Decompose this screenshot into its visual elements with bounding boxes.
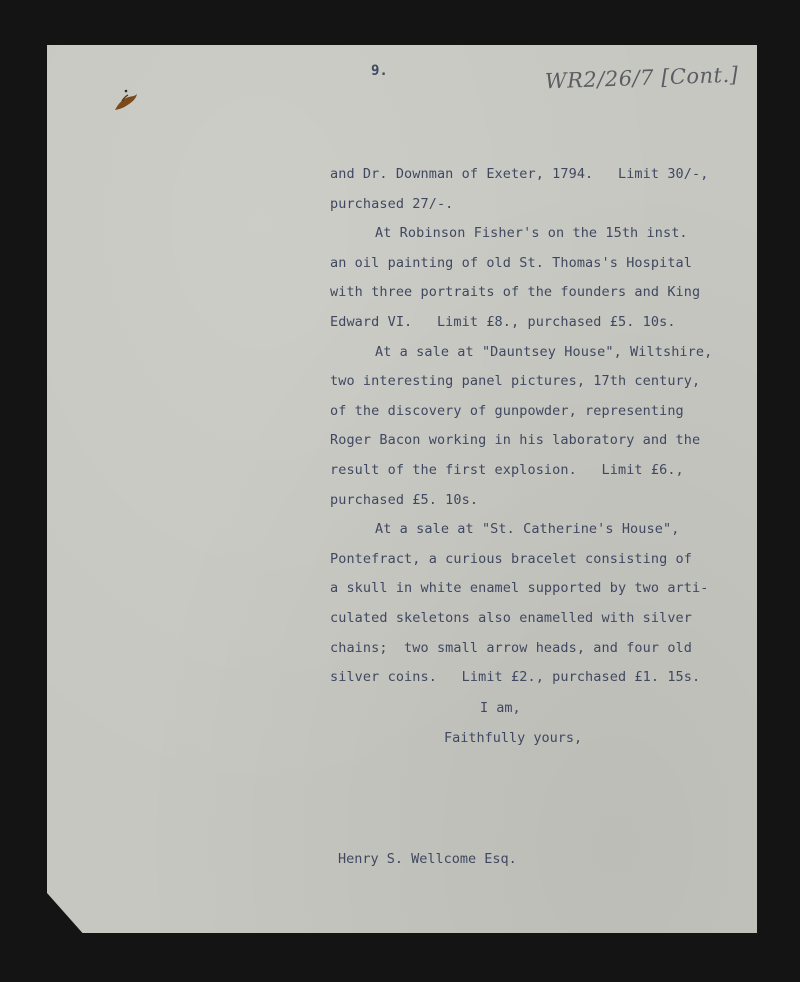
closing-faithfully-yours: Faithfully yours, — [444, 730, 583, 746]
letter-line: purchased £5. 10s. — [330, 491, 479, 508]
letter-line: chains; two small arrow heads, and four old — [330, 639, 693, 656]
paper-stain-mark — [112, 88, 142, 116]
addressee: Henry S. Wellcome Esq. — [338, 851, 517, 867]
letter-line: result of the first explosion. Limit £6., — [330, 461, 684, 478]
letter-line: an oil painting of old St. Thomas's Hospital — [330, 254, 693, 271]
letter-line: a skull in white enamel supported by two arti- — [330, 580, 709, 597]
letter-line: At Robinson Fisher's on the 15th inst. — [375, 225, 688, 242]
letter-body — [330, 160, 760, 693]
closing-i-am: I am, — [480, 700, 521, 716]
letter-line: and Dr. Downman of Exeter, 1794. Limit 30/-, — [330, 166, 709, 182]
letter-line: purchased 27/-. — [330, 195, 454, 212]
letter-line: two interesting panel pictures, 17th century, — [330, 373, 701, 390]
letter-line: At a sale at "St. Catherine's House", — [375, 521, 680, 538]
letter-line: Edward VI. Limit £8., purchased £5. 10s. — [330, 313, 676, 330]
letter-line: silver coins. Limit £2., purchased £1. 15s. — [330, 669, 701, 686]
page-number: 9. — [371, 63, 388, 79]
letter-line: At a sale at "Dauntsey House", Wiltshire, — [375, 343, 713, 360]
letter-line: culated skeletons also enamelled with silver — [330, 609, 693, 626]
letter-line: Pontefract, a curious bracelet consisting of — [330, 550, 693, 567]
archive-reference-mark: WR2/26/7 [Cont.] — [544, 62, 739, 94]
letter-line: Roger Bacon working in his laboratory and the — [330, 432, 701, 449]
letter-line: with three portraits of the founders and King — [330, 284, 701, 301]
letter-line: of the discovery of gunpowder, representing — [330, 402, 684, 419]
